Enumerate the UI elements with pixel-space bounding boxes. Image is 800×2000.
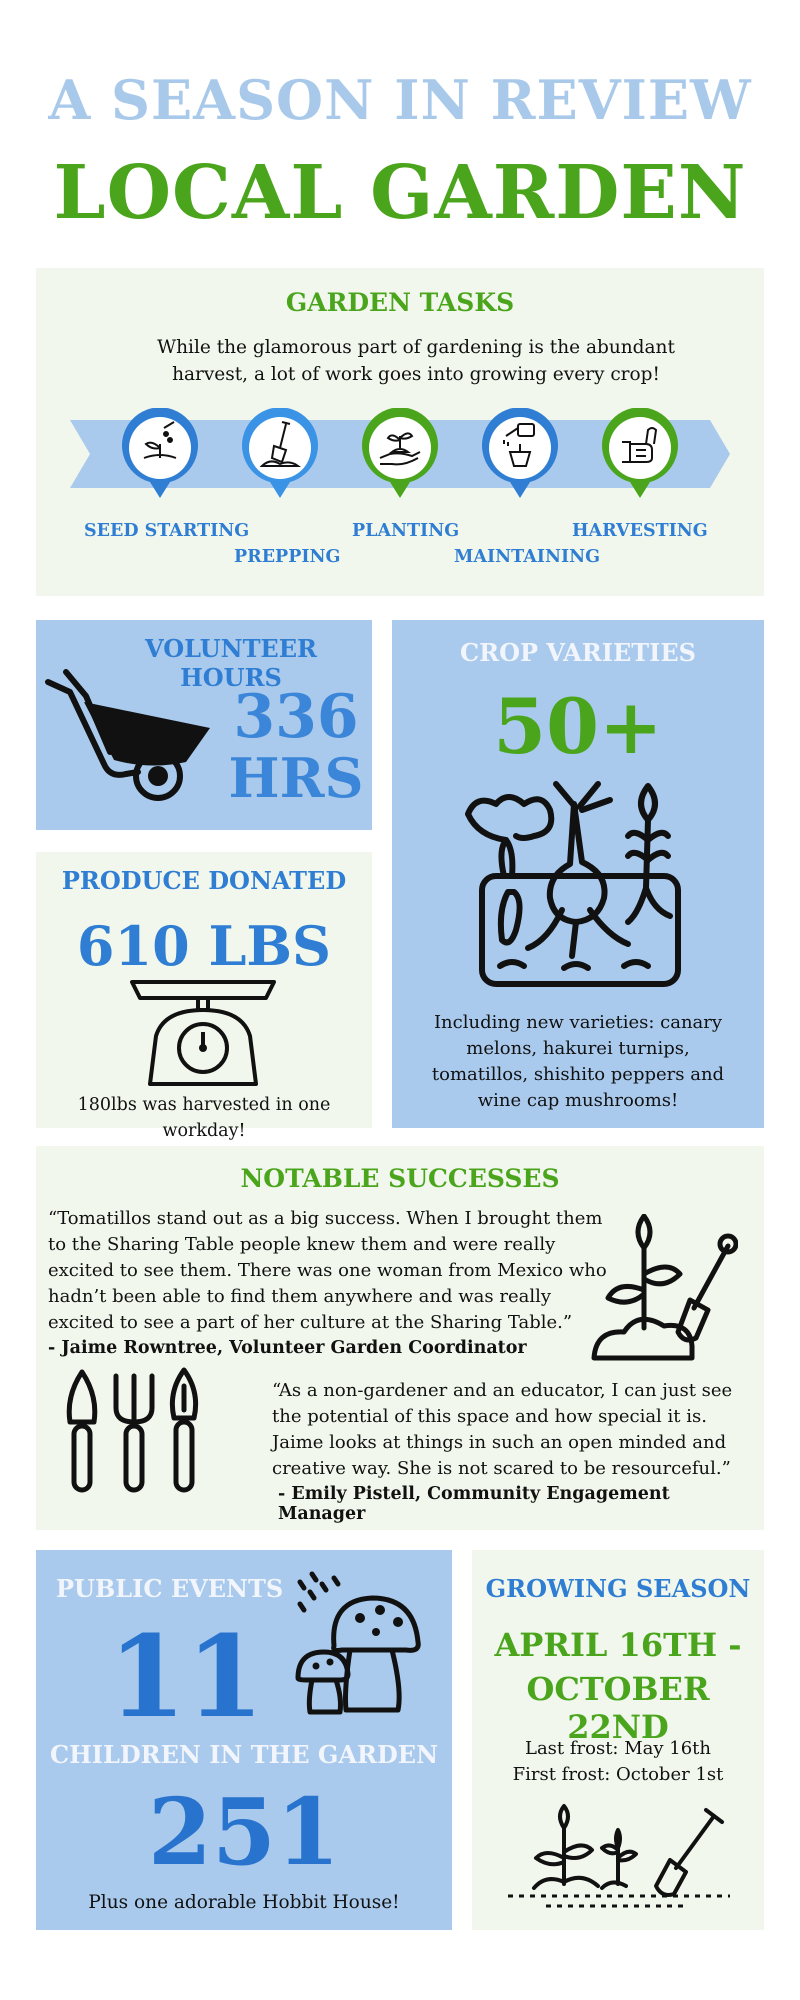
garden-tasks-intro: While the glamorous part of gardening is the abundant harvest, a lot of work goes into growing every crop! [157, 337, 675, 385]
task-label-prepping: PREPPING [234, 547, 341, 567]
planting-hand-icon [360, 408, 440, 500]
notable-successes-heading: NOTABLE SUCCESSES [240, 1164, 560, 1193]
quote-2-text: “As a non-gardener and an educator, I can just see the potential of this space and how special it is. Jaime looks at things in such an open minded and creative way. She is not scared to be resourceful.” [272, 1380, 733, 1479]
children-heading: CHILDREN IN THE GARDEN [49, 1740, 439, 1769]
children-value: 251 [147, 1778, 341, 1886]
seed-starting-icon [120, 408, 200, 500]
growing-season-dates-line1: APRIL 16TH - [494, 1626, 742, 1664]
produce-donated-heading: PRODUCE DONATED [61, 866, 347, 895]
hobbit-house-note: Plus one adorable Hobbit House! [88, 1892, 400, 1913]
crop-varieties-value: 50+ [493, 682, 663, 771]
garden-tasks-panel [36, 268, 764, 596]
wheelbarrow-icon [40, 656, 220, 826]
quote-1-text: “Tomatillos stand out as a big success. When I brought them to the Sharing Table people knew them and were really excited to see them. There was one woman from Mexico who hadn’t been able to find them anywhere and was really excited to see a part of her culture at the Sharing Table.” [48, 1208, 607, 1333]
page-title: LOCAL GARDEN [53, 150, 747, 236]
quote-2 [272, 1378, 762, 1524]
public-events-heading: PUBLIC EVENTS [56, 1574, 284, 1603]
quote-1-author: - Jaime Rowntree, Volunteer Garden Coordinator [48, 1338, 527, 1358]
garden-tasks-heading: GARDEN TASKS [285, 288, 515, 317]
task-label-harvesting: HARVESTING [572, 521, 708, 541]
notable-successes-panel [36, 1146, 764, 1530]
growing-season-dates-line2: OCTOBER 22ND [526, 1670, 710, 1746]
task-label-maintaining: MAINTAINING [454, 547, 601, 567]
mushroom-icon [294, 1570, 424, 1720]
shovel-icon [240, 408, 320, 500]
harvest-hand-icon [600, 408, 680, 500]
seedlings-icon [506, 1802, 732, 1912]
public-events-value: 11 [108, 1612, 264, 1743]
scale-icon [128, 976, 278, 1090]
produce-donated-value: 610 LBS [76, 914, 332, 978]
last-frost: Last frost: May 16th [524, 1738, 712, 1759]
growing-season-heading: GROWING SEASON [485, 1574, 751, 1603]
root-vegetables-icon [458, 780, 698, 990]
crop-varieties-panel [392, 620, 764, 1128]
first-frost: First frost: October 1st [512, 1764, 724, 1785]
crop-varieties-description: Including new varieties: canary melons, hakurei turnips, tomatillos, shishito peppers and wine cap mushrooms! [431, 1012, 725, 1111]
task-label-planting: PLANTING [352, 521, 460, 541]
garden-tools-icon [58, 1366, 208, 1496]
volunteer-hours-unit: HRS [228, 746, 364, 810]
volunteer-hours-heading: VOLUNTEER HOURS [145, 634, 317, 692]
quote-2-author: - Emily Pistell, Community Engagement Manager [278, 1484, 670, 1524]
public-events-panel [36, 1550, 452, 1930]
plant-shovel-icon [588, 1214, 738, 1364]
produce-donated-panel [36, 852, 372, 1141]
crop-varieties-heading: CROP VARIETIES [460, 638, 696, 667]
task-label-seed-starting: SEED STARTING [84, 521, 250, 541]
produce-donated-note: 180lbs was harvested in one workday! [77, 1095, 331, 1141]
growing-season-panel [472, 1550, 764, 1930]
quote-1 [48, 1206, 608, 1358]
watering-can-icon [480, 408, 560, 500]
volunteer-hours-panel [36, 620, 372, 830]
page-subtitle: A SEASON IN REVIEW [48, 68, 752, 132]
volunteer-hours-value: 336 [233, 682, 359, 752]
